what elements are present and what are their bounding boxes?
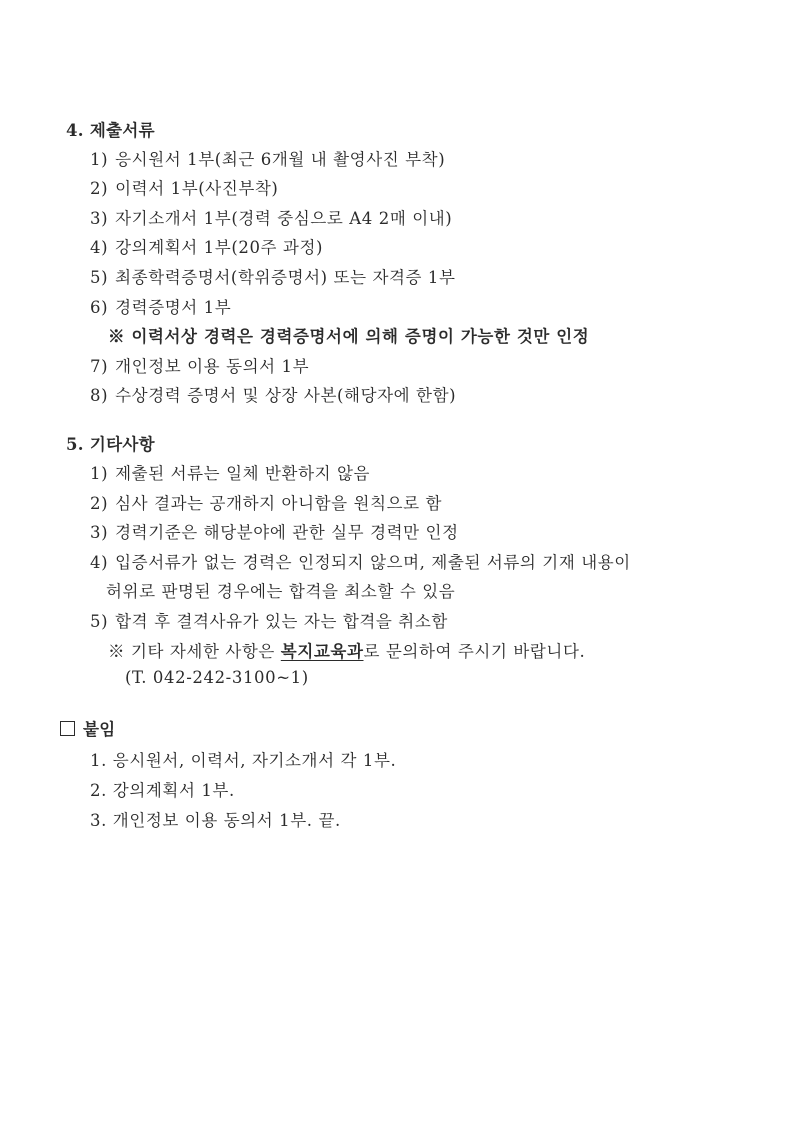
list-item: 5) 최종학력증명서(학위증명서) 또는 자격증 1부 (90, 268, 456, 287)
attachment-item: 2. 강의계획서 1부. (90, 781, 235, 800)
section-4-title: 4. 제출서류 (66, 121, 155, 140)
contact-note: ※ 기타 자세한 사항은 복지교육과로 문의하여 주시기 바랍니다. (108, 642, 586, 661)
career-note: ※ 이력서상 경력은 경력증명서에 의해 증명이 가능한 것만 인정 (108, 327, 590, 346)
list-item: 4) 입증서류가 없는 경력은 인정되지 않으며, 제출된 서류의 기재 내용이 (90, 553, 631, 572)
contact-phone: (T. 042-242-3100~1) (125, 668, 309, 687)
list-item: 6) 경력증명서 1부 (90, 298, 232, 317)
list-item-continuation: 허위로 판명된 경우에는 합격을 최소할 수 있음 (106, 582, 456, 601)
attachments-title: 붙임 (60, 716, 115, 740)
checkbox-square-icon (60, 721, 75, 736)
department-name: 복지교육과 (280, 642, 364, 661)
attachment-item: 1. 응시원서, 이력서, 자기소개서 각 1부. (90, 751, 397, 770)
list-item: 4) 강의계획서 1부(20주 과정) (90, 238, 324, 257)
section-5-title: 5. 기타사항 (66, 435, 155, 454)
list-item: 2) 심사 결과는 공개하지 아니함을 원칙으로 함 (90, 494, 443, 513)
list-item: 8) 수상경력 증명서 및 상장 사본(해당자에 한함) (90, 386, 457, 405)
list-item: 7) 개인정보 이용 동의서 1부 (90, 357, 310, 376)
attachment-item: 3. 개인정보 이용 동의서 1부. 끝. (90, 811, 341, 830)
list-item: 3) 자기소개서 1부(경력 중심으로 A4 2매 이내) (90, 209, 453, 228)
list-item: 1) 제출된 서류는 일체 반환하지 않음 (90, 464, 371, 483)
list-item: 1) 응시원서 1부(최근 6개월 내 촬영사진 부착) (90, 150, 446, 169)
list-item: 5) 합격 후 결격사유가 있는 자는 합격을 취소함 (90, 612, 448, 631)
list-item: 3) 경력기준은 해당분야에 관한 실무 경력만 인정 (90, 523, 459, 542)
list-item: 2) 이력서 1부(사진부착) (90, 179, 279, 198)
